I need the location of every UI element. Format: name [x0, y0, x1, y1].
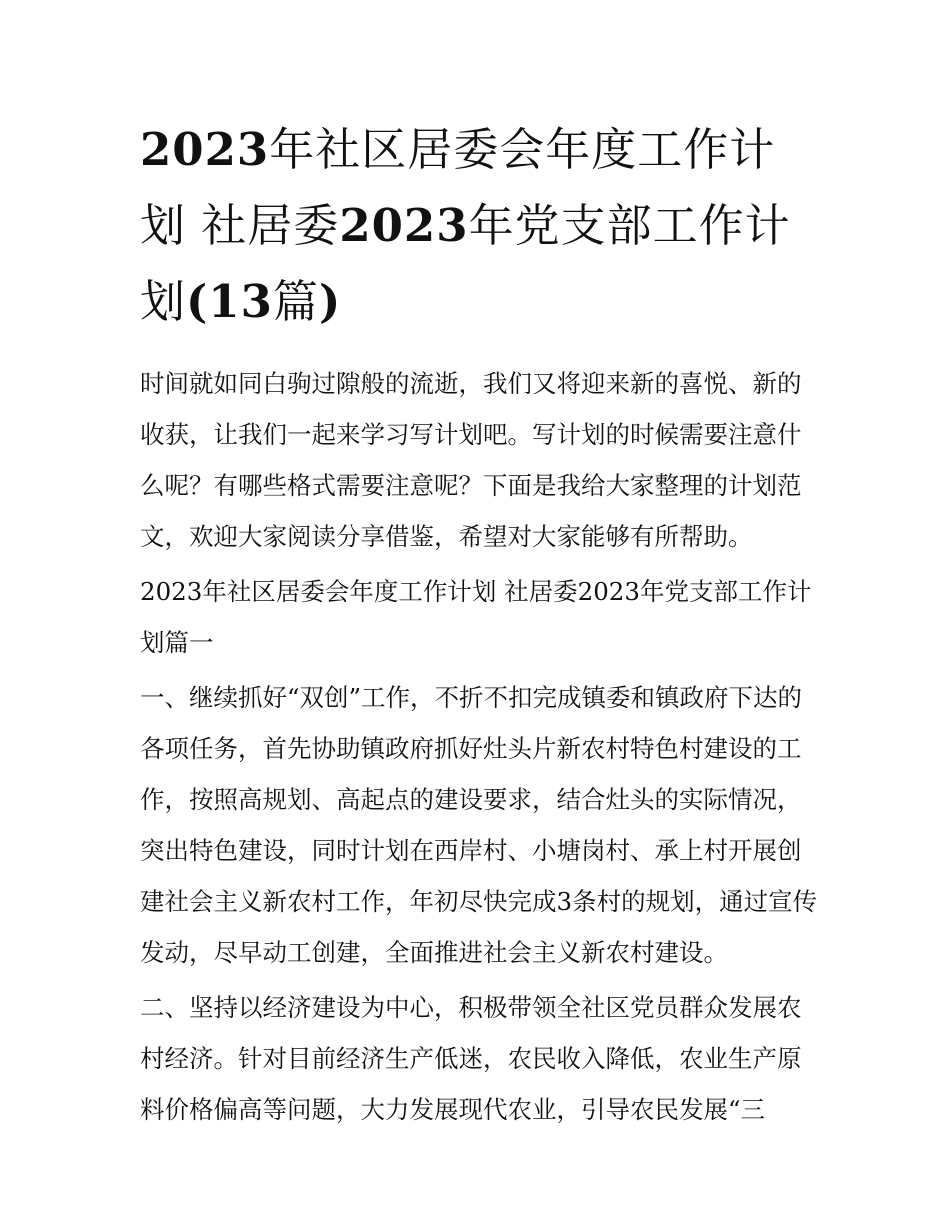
document-page [140, 112, 820, 1139]
intro-paragraph: 时间就如同白驹过隙般的流逝，我们又将迎来新的喜悦、新的收获，让我们一起来学习写计划吧。写计划的时候需要注意什么呢？有哪些格式需要注意呢？下面是我给大家整理的计划范文，欢迎大家阅读分享借鉴，希望对大家能够有所帮助。 [140, 369, 802, 551]
document-title [140, 112, 820, 340]
title-part: ) [318, 275, 342, 328]
title-part: 篇 [272, 275, 319, 328]
title-part: 2023 [140, 123, 270, 176]
plan-item-1: 一、继续抓好“双创”工作，不折不扣完成镇委和镇政府下达的各项任务，首先协助镇政府抓好灶头片新农村特色村建设的工作，按照高规划、高起点的建设要求，结合灶头的实际情况，突出特色建设，同时计划在西岸村、小塘岗村、承上村开展创建社会主义新农村工作，年初尽快完成3条村的规划，通过宣传发动，尽早动工创建，全面推进社会主义新农村建设。 [140, 683, 818, 967]
plan-item-2: 二、坚持以经济建设为中心，积极带领全社区党员群众发展农村经济。针对目前经济生产低迷，农民收入降低，农业生产原料价格偏高等问题，大力发展现代农业，引导农民发展“三 [140, 993, 802, 1124]
title-part: 年社区居委会年度工作计划 社居委 [140, 123, 776, 252]
title-part: 年党支部工作计划 [140, 199, 791, 328]
section-heading: 2023年社区居委会年度工作计划 社居委2023年党支部工作计划篇一 [140, 577, 812, 657]
title-part: (13 [186, 275, 273, 328]
title-part: 2023 [339, 199, 469, 252]
